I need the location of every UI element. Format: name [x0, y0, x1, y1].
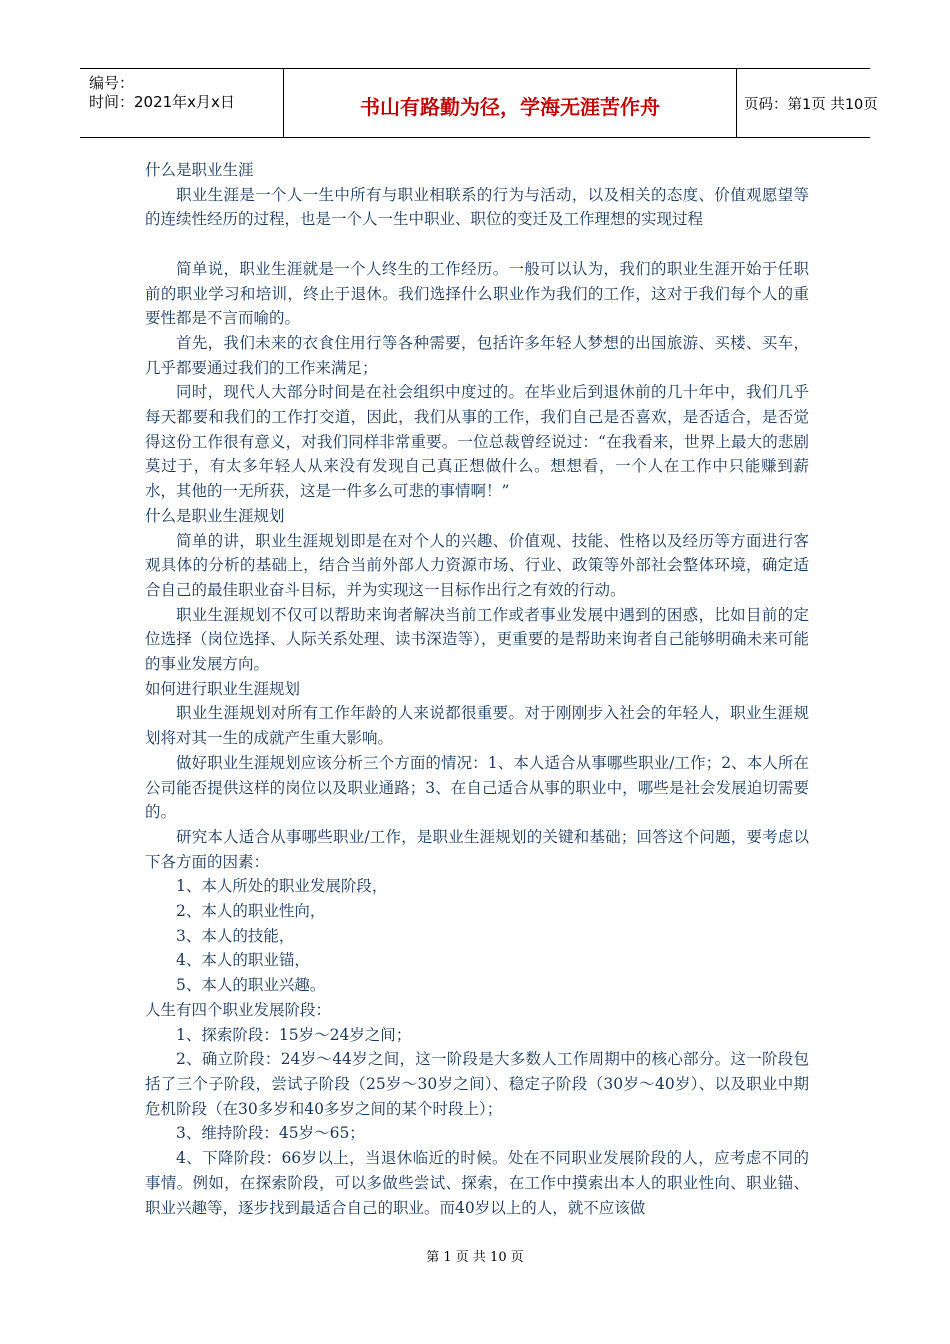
- paragraph-gap: [145, 232, 809, 257]
- body-paragraph: 4、本人的职业锚，: [176, 951, 310, 970]
- body-paragraph: 职业生涯规划对所有工作年龄的人来说都很重要。对于刚刚步入社会的年轻人，职业生涯规划将对其一生的成就产生重大影响。: [145, 704, 809, 748]
- section-heading: 什么是职业生涯: [145, 161, 254, 179]
- body-paragraph: 简单的讲，职业生涯规划即是在对个人的兴趣、价值观、技能、性格以及经历等方面进行客观具体的分析的基础上，结合当前外部人力资源市场、行业、政策等外部社会整体环境，确定适合自己的最佳职业奋斗目标，并为实现这一目标作出行之有效的行动。: [145, 531, 809, 599]
- document-header: [80, 68, 878, 138]
- body-paragraph: 做好职业生涯规划应该分析三个方面的情况：1、本人适合从事哪些职业/工作；2、本人所在公司能否提供这样的岗位以及职业通路；3、在自己适合从事的职业中，哪些是社会发展迫切需要的。: [145, 753, 809, 822]
- section-heading: 人生有四个职业发展阶段：: [145, 1000, 332, 1019]
- header-motto: 书山有路勤为径，学海无涯苦作舟: [360, 95, 660, 119]
- body-paragraph: 同时，现代人大部分时间是在社会组织中度过的。在毕业后到退休前的几十年中，我们几乎每天都要和我们的工作打交道，因此，我们从事的工作，我们自己是否喜欢，是否适合，是否觉得这份工作很有意义，对我们同样非常重要。一位总裁曾经说过：“在我看来，世界上最大的悲剧莫过于，有太多年轻人从来没有发现自己真正想做什么。想想看，一个人在工作中只能赚到薪水，其他的一无所获，这是一件多么可悲的事情啊！”: [145, 383, 809, 501]
- page-footer: 第 1 页 共 10 页: [426, 1250, 524, 1265]
- document-body: [145, 158, 809, 1220]
- section-heading: 什么是职业生涯规划: [145, 506, 285, 525]
- body-paragraph: 职业生涯是一个人一生中所有与职业相联系的行为与活动，以及相关的态度、价值观愿望等的连续性经历的过程，也是一个人一生中职业、职位的变迁及工作理想的实现过程: [145, 185, 809, 229]
- body-paragraph: 1、本人所处的职业发展阶段，: [176, 877, 388, 896]
- number-label: 编号：: [89, 74, 135, 92]
- body-paragraph: 职业生涯规划不仅可以帮助来询者解决当前工作或者事业发展中遇到的困惑，比如目前的定位选择（岗位选择、人际关系处理、读书深造等），更重要的是帮助来询者自己能够明确未来可能的事业发展方向。: [145, 605, 809, 674]
- body-paragraph: 2、确立阶段：24岁～44岁之间，这一阶段是大多数人工作周期中的核心部分。这一阶段包括了三个子阶段，尝试子阶段（25岁～30岁之间）、稳定子阶段（30岁～40岁）、以及职业中期危机阶段（在30多岁和40多岁之间的某个时段上）；: [145, 1050, 809, 1118]
- body-paragraph: 2、本人的职业性向，: [176, 902, 326, 921]
- body-paragraph: 研究本人适合从事哪些职业/工作，是职业生涯规划的关键和基础；回答这个问题，要考虑以下各方面的因素：: [145, 827, 809, 871]
- page-code: 页码：第1页 共10页: [744, 97, 878, 113]
- body-paragraph: 3、维持阶段：45岁～65；: [176, 1124, 365, 1143]
- body-paragraph: 1、探索阶段：15岁～24岁之间；: [176, 1025, 412, 1044]
- date-label: 时间：2021年x月x日: [89, 93, 235, 111]
- header-meta-cell: [80, 69, 283, 137]
- body-paragraph: 简单说，职业生涯就是一个人终生的工作经历。一般可以认为，我们的职业生涯开始于任职前的职业学习和培训，终止于退休。我们选择什么职业作为我们的工作，这对于我们每个人的重要性都是不言而喻的。: [145, 259, 809, 328]
- header-motto-cell: [283, 69, 737, 137]
- body-paragraph: 5、本人的职业兴趣。: [176, 976, 326, 995]
- body-paragraph: 4、下降阶段：66岁以上，当退休临近的时候。处在不同职业发展阶段的人，应考虑不同的事情。例如，在探索阶段，可以多做些尝试、探索，在工作中摸索出本人的职业性向、职业锚、职业兴趣等，逐步找到最适合自己的职业。而40岁以上的人，就不应该做: [145, 1149, 809, 1217]
- header-page-cell: [736, 69, 878, 137]
- section-heading: 如何进行职业生涯规划: [145, 679, 301, 698]
- body-paragraph: 首先，我们未来的衣食住用行等各种需要，包括许多年轻人梦想的出国旅游、买楼、买车，几乎都要通过我们的工作来满足；: [145, 333, 809, 377]
- body-paragraph: 3、本人的技能，: [176, 926, 295, 945]
